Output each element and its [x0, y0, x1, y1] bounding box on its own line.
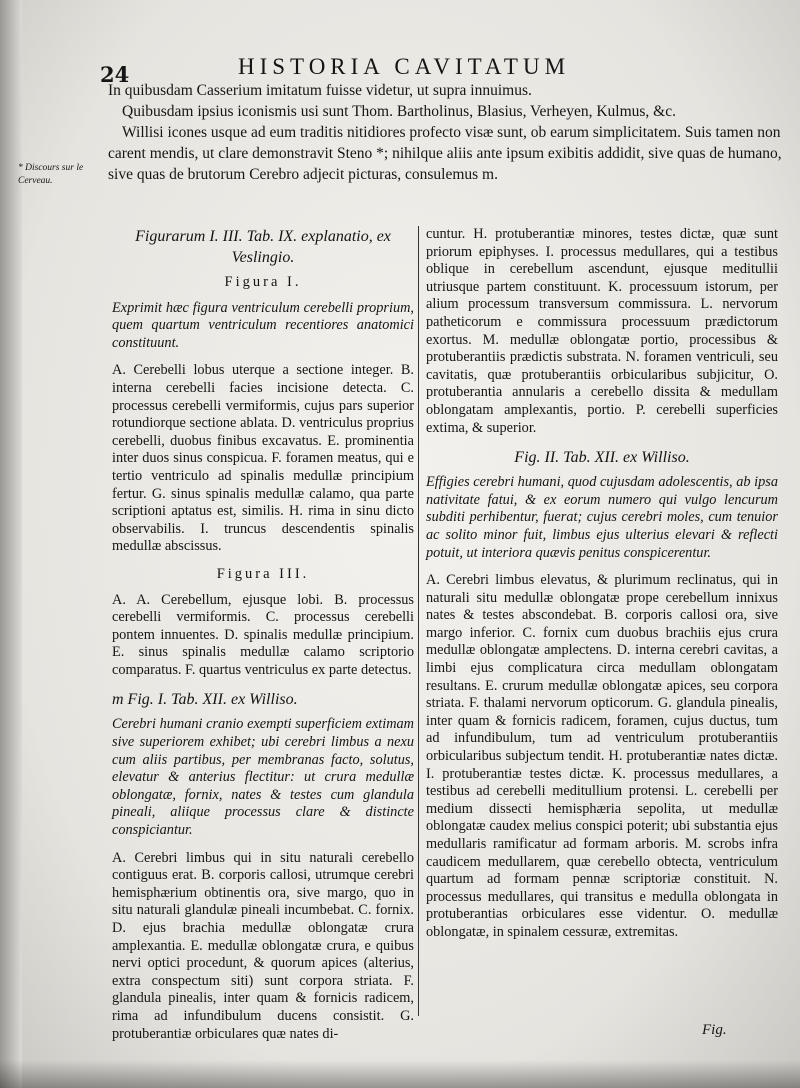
right-column: [426, 226, 778, 952]
continued-explanation: cuntur. H. protuberantiæ minores, testes dictæ, quæ sunt priorum epiphyses. I. processus medullares, qui a testibus oblique in cerebellum ascendunt, ejusque meditullii utriusque partem constituunt. K. processuum istorum, per alium processum transversum commissura. L. nervorum patheticorum e commissura processuum prædictorum exortus. M. medullæ oblongatæ portio, processibus & protuberantiis prædictis substrata. N. foramen ventriculi, seu cavitatis, quæ protuberantiis orbicularibus subjicitur, O. protuberantia annularis a cerebello dissita & medullam oblongatam amplexantis, portio. P. cerebelli superficies extima, & superior.: [426, 226, 778, 436]
figura-3-heading: Figura III.: [216, 565, 310, 582]
willis-fig-2-caption: Effigies cerebri humani, quod cujusdam adolescentis, ab ipsa nativitate fatui, & ex eorum numero qui vulgo lencurum subditi perhibentur, fuerat; cujus cerebri moles, cum tenuior ac solito minor fuit, limbus ejus ulterius elevari & reflecti potuit, ut interiora quævis penitus conspicerentur.: [426, 474, 778, 561]
left-column: [112, 226, 414, 1053]
page-bottom-shadow: [0, 1060, 800, 1088]
willis-fig-2-explanation: A. Cerebri limbus elevatus, & plurimum reclinatus, qui in naturali situ medullæ oblongatæ prope cerebellum innixus nates & testes abscondebat. B. corporis callosi ora, sive margo inferior. C. fornix cum duobus brachiis ejus crura medullæ oblongatæ amplectens. D. interna cerebri cavitas, a limbi ejus complicatura circa medullam oblongatam resultans. E. crurum medullæ oblongatæ apices, seu corpora striata. F. thalami nervorum opticorum. G. glandula pinealis, inter quam & fornicis radicem, foramen, cujus ductus, tum ad infundibulum, tum ad ventriculum protuberantiis orbicularibus subjectum tendit. H. protuberantiæ nates dictæ. I. protuberantiæ testes dictæ. K. processus medullares, a testibus ad cerebelli meditullium protensi. L. cerebelli per medium dissecti hemisphæria sepolita, ut medullæ oblongatæ caudex melius conspici poterit; ubi substantia ejus medullaris ramificatur ad formam arboris. M. scrobs infra caudicem medullarem, quæ cerebello obtecta, ventriculum quartum ad formam pennæ scriptoriæ constituit. N. processus medullares, qui transitus e medulla oblongata in protuberantias orbiculares esse videntur. O. medullæ oblongatæ, in spinalem cessuræ, extremitas.: [426, 572, 778, 940]
column-divider: [418, 226, 419, 1016]
intro-paragraph-3: Willisi icones usque ad eum traditis nitidiores profecto visæ sunt, ob earum simplicitatem. Suis tamen non carent mendis, ut clare demonstravit Steno *; nihilque aliis ante ipsum exibitis addidit, sive quas de humano, sive quas de brutorum Cerebro adjecit picturas, consulemus m.: [108, 124, 782, 183]
figura-3-explanation: A. A. Cerebellum, ejusque lobi. B. processus cerebelli vermiformis. C. processus cerebelli pontem innuentes. D. spinalis medullæ principium. E. sinus spinalis medullæ calamo scriptorio comparatus. F. quartus ventriculus ex parte detectus.: [112, 591, 414, 678]
left-heading: Figurarum I. III. Tab. IX. explanatio, ex Veslingio.: [135, 228, 391, 266]
willis-fig-1-heading: m Fig. I. Tab. XII. ex Williso.: [112, 691, 298, 709]
intro-text: [108, 80, 798, 185]
intro-line-1: In quibusdam Casserium imitatum fuisse videtur, ut supra innuimus.: [108, 82, 532, 99]
catchword: Fig.: [702, 1022, 727, 1038]
intro-paragraph-2: Quibusdam ipsius iconismis usi sunt Thom. Bartholinus, Blasius, Verheyen, Kulmus, &c.: [122, 103, 676, 120]
willis-fig-1-caption: Cerebri humani cranio exempti superficiem extimam sive superiorem exhibet; ubi cerebri limbus a nexu cum aliis partibus, per membranas facto, solutus, elevatur & anterius flectitur: ut crura medullæ oblongatæ, fornix, nates & testes cum glandula pineali, aliique processus clare & distincte conspiciantur.: [112, 716, 414, 839]
page-number: 24: [100, 62, 130, 87]
willis-fig-1-explanation: A. Cerebri limbus qui in situ naturali cerebello contiguus erat. B. corporis callosi, utrumque cerebri hemisphærium obtinentis ora, sive margo, quo in situ naturali glandulæ pineali incumbebat. C. fornix. D. ejus brachia medullæ oblongatæ crura amplexantia. E. medullæ oblongatæ crura, e quibus nervi optici procedunt, & quorum apices (alterius, extra conspectum siti) sunt corpora striata. F. glandula pinealis, inter quam & fornicis radicem, rima ad infundibulum ducens consistit. G. protuberantiæ orbiculares quæ nates di-: [112, 849, 414, 1042]
figura-1-explanation: A. Cerebelli lobus uterque a sectione integer. B. interna cerebelli facies incisione detecta. C. processus cerebelli vermiformis, cujus pars superior rotundiorque sectione ablata. D. ventriculus proprius cerebelli, duobus finibus excavatus. E. prominentia inter duos sinus conspicua. F. foramen meatus, qui e tertio ventriculo ad spinalis medullæ principium fertur. G. sinus spinalis medullæ calamo, qua parte scriptioni aptatus est, similis. H. rima in sinu dicto observabilis. I. truncus descendentis spinalis medullæ abscissus.: [112, 362, 414, 555]
willis-fig-2-heading: Fig. II. Tab. XII. ex Williso.: [514, 449, 690, 467]
running-head: HISTORIA CAVITATUM: [238, 54, 571, 79]
figura-1-caption: Exprimit hæc figura ventriculum cerebelli proprium, quem quartum ventriculum recentiores anatomici constituunt.: [112, 299, 414, 351]
margin-note: * Discours sur le Cerveau.: [18, 163, 84, 186]
figura-1-heading: Figura I.: [224, 274, 302, 290]
